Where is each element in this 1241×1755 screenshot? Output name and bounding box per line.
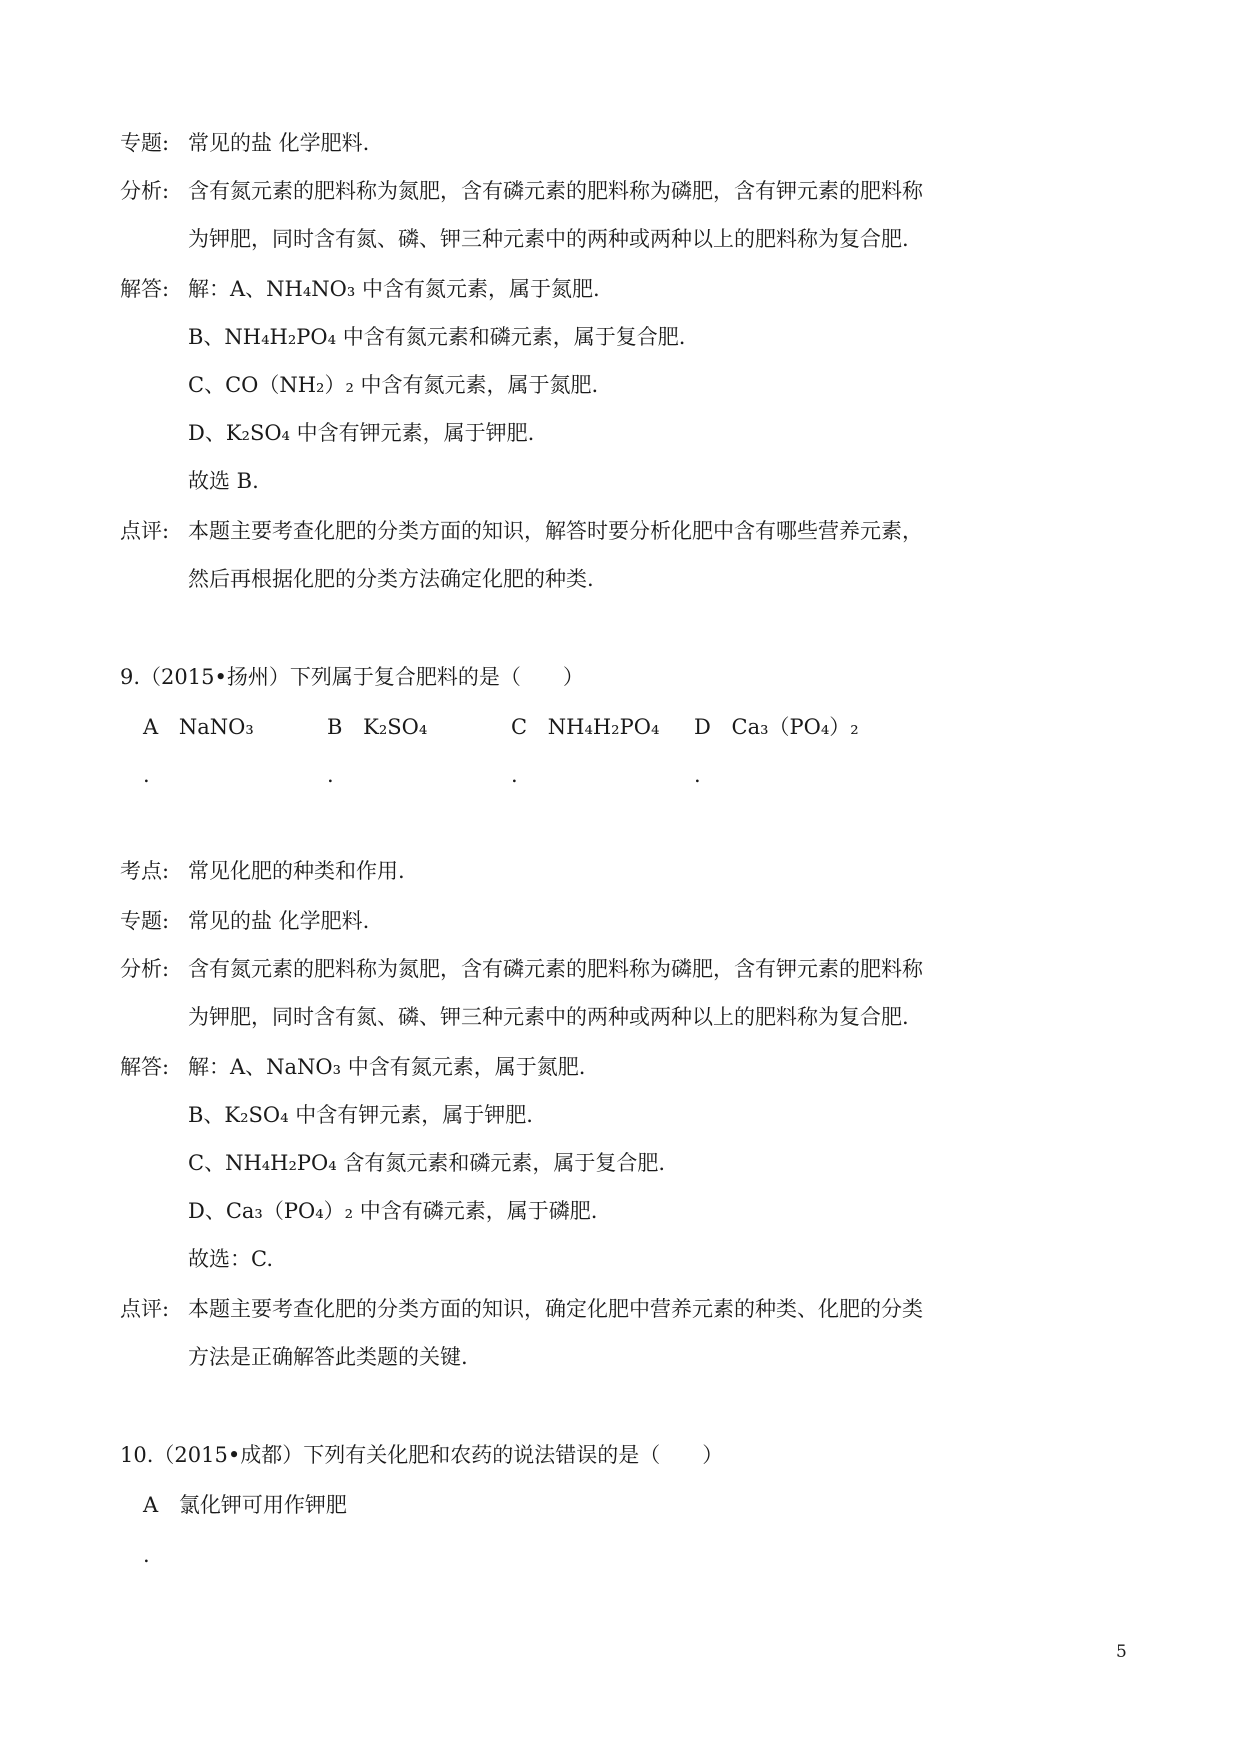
- q10-dot-a: .: [143, 1543, 150, 1567]
- q10-option-a-text: 氯化钾可用作钾肥: [178, 1493, 347, 1517]
- jieda-option-d-2: D、Ca₃（PO₄）₂ 中含有磷元素，属于磷肥.: [188, 1199, 598, 1223]
- jieda-option-b: B、NH₄H₂PO₄ 中含有氮元素和磷元素，属于复合肥.: [188, 325, 686, 349]
- kaodian-label: 考点:: [120, 859, 170, 883]
- dianping-line-1-2: 本题主要考查化肥的分类方面的知识，确定化肥中营养元素的种类、化肥的分类: [188, 1297, 923, 1321]
- q9-option-d-letter: D: [694, 715, 711, 739]
- dianping-line-2: 然后再根据化肥的分类方法确定化肥的种类.: [188, 567, 594, 591]
- fenxi-line-2: 为钾肥，同时含有氮、磷、钾三种元素中的两种或两种以上的肥料称为复合肥.: [188, 227, 909, 251]
- jieda-option-b-2: B、K₂SO₄ 中含有钾元素，属于钾肥.: [188, 1103, 533, 1127]
- q9-option-b-letter: B: [327, 715, 343, 739]
- jieda-option-c: C、CO（NH₂）₂ 中含有氮元素，属于氮肥.: [188, 373, 599, 397]
- q9-dot-d: .: [694, 763, 701, 787]
- answer: 故选 B.: [188, 469, 259, 493]
- q10-option-a: [143, 1490, 347, 1520]
- q9-dot-a: .: [143, 763, 150, 787]
- q9-option-b-text: K₂SO₄: [363, 715, 428, 739]
- q9-option-b: [327, 712, 427, 742]
- answer-2: 故选：C.: [188, 1247, 273, 1271]
- fenxi-line-1: 含有氮元素的肥料称为氮肥，含有磷元素的肥料称为磷肥，含有钾元素的肥料称: [188, 179, 923, 203]
- q9-option-a-letter: A: [143, 715, 159, 739]
- zhuanti-label-2: 专题:: [120, 909, 170, 933]
- question-10-stem: 10.（2015•成都）下列有关化肥和农药的说法错误的是（ ）: [120, 1443, 724, 1467]
- jieda-option-d: D、K₂SO₄ 中含有钾元素，属于钾肥.: [188, 421, 535, 445]
- fenxi-label-2: 分析:: [120, 957, 170, 981]
- kaodian-text: 常见化肥的种类和作用.: [188, 859, 405, 883]
- jieda-option-a-2: 解：A、NaNO₃ 中含有氮元素，属于氮肥.: [188, 1055, 586, 1079]
- jieda-label: 解答:: [120, 277, 170, 301]
- q9-option-d: [694, 712, 859, 742]
- q9-option-c-text: NH₄H₂PO₄: [547, 715, 660, 739]
- q10-option-a-letter: A: [143, 1493, 159, 1517]
- page-number: 5: [1116, 1642, 1127, 1662]
- q9-dot-c: .: [511, 763, 518, 787]
- dianping-line-1: 本题主要考查化肥的分类方面的知识，解答时要分析化肥中含有哪些营养元素，: [188, 519, 923, 543]
- q9-option-a-text: NaNO₃: [178, 715, 254, 739]
- fenxi-label: 分析:: [120, 179, 170, 203]
- q9-option-d-text: Ca₃（PO₄）₂: [731, 715, 859, 739]
- zhuanti-label: 专题:: [120, 131, 170, 155]
- jieda-option-a: 解：A、NH₄NO₃ 中含有氮元素，属于氮肥.: [188, 277, 600, 301]
- q9-option-a: [143, 712, 254, 742]
- jieda-option-c-2: C、NH₄H₂PO₄ 含有氮元素和磷元素，属于复合肥.: [188, 1151, 666, 1175]
- zhuanti-text-2: 常见的盐 化学肥料.: [188, 909, 370, 933]
- jieda-label-2: 解答:: [120, 1055, 170, 1079]
- q9-option-c-letter: C: [511, 715, 528, 739]
- dianping-label-2: 点评:: [120, 1297, 170, 1321]
- fenxi-line-2-2: 为钾肥，同时含有氮、磷、钾三种元素中的两种或两种以上的肥料称为复合肥.: [188, 1005, 909, 1029]
- zhuanti-text: 常见的盐 化学肥料.: [188, 131, 370, 155]
- dianping-label: 点评:: [120, 519, 170, 543]
- dianping-line-2-2: 方法是正确解答此类题的关键.: [188, 1345, 468, 1369]
- q9-option-c: [511, 712, 659, 742]
- fenxi-line-1-2: 含有氮元素的肥料称为氮肥，含有磷元素的肥料称为磷肥，含有钾元素的肥料称: [188, 957, 923, 981]
- question-9-stem: 9.（2015•扬州）下列属于复合肥料的是（ ）: [120, 665, 584, 689]
- q9-dot-b: .: [327, 763, 334, 787]
